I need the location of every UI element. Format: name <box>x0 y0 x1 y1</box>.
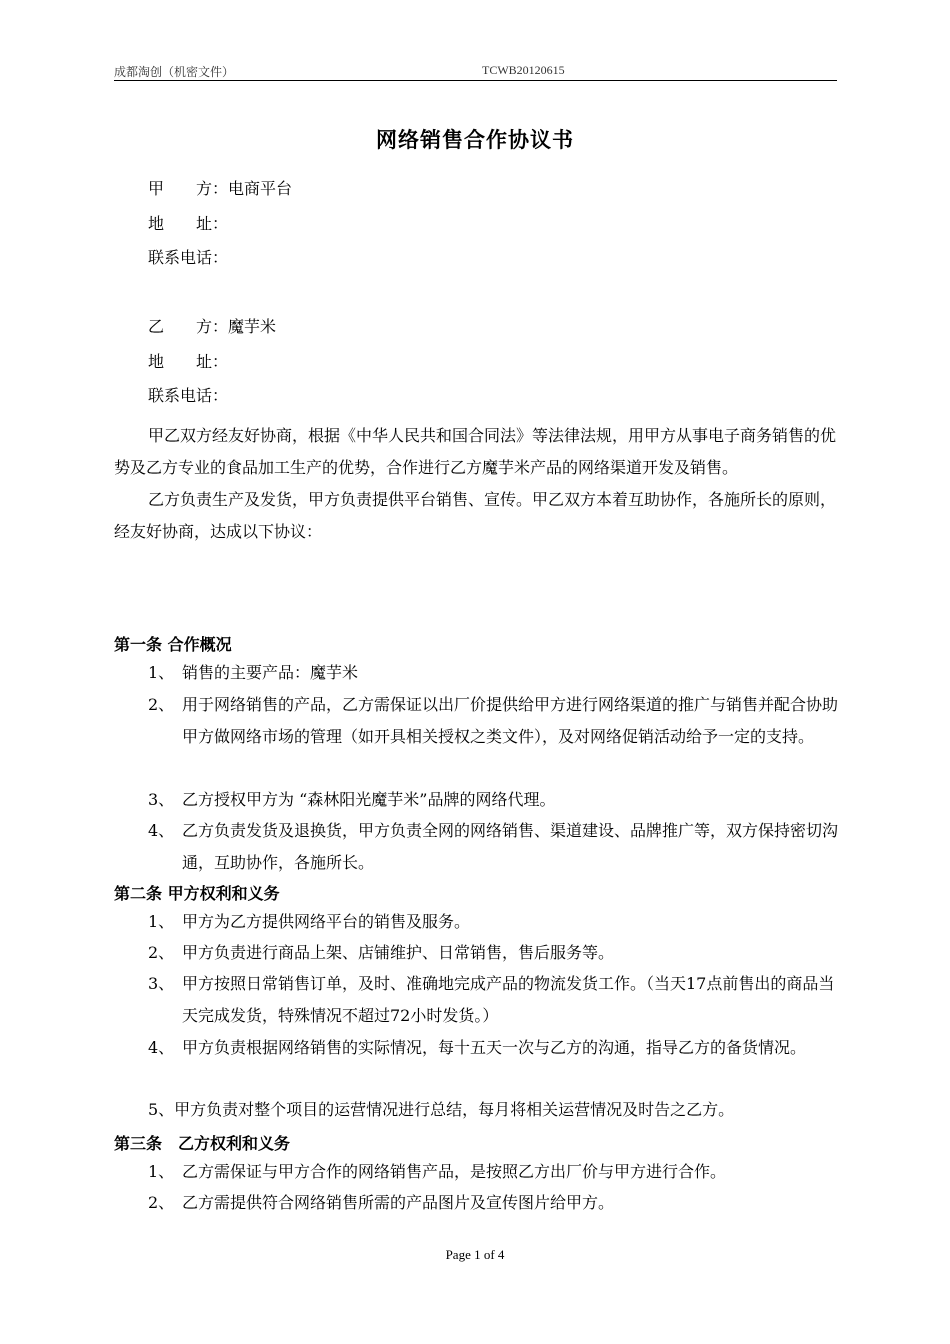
item-text: 甲方按照日常销售订单，及时、准确地完成产品的物流发货工作。（当天17点前售出的商品当天完成发货，特殊情况不超过72小时发货。） <box>182 974 835 1025</box>
item-text: 乙方负责发货及退换货，甲方负责全网的网络销售、渠道建设、品牌推广等，双方保持密切沟通，互助协作，各施所长。 <box>182 821 839 872</box>
party-a-phone-label: 联系电话： <box>148 248 229 267</box>
list-item <box>148 689 840 753</box>
section-heading: 第三条 乙方权利和义务 <box>114 1134 291 1153</box>
list-item <box>148 784 840 816</box>
item-text: 用于网络销售的产品，乙方需保证以出厂价提供给甲方进行网络渠道的推广与销售并配合协助甲方做网络市场的管理（如开具相关授权之类文件），及对网络促销活动给予一定的支持。 <box>182 695 839 746</box>
item-number: 2、 <box>148 943 175 962</box>
item-text: 乙方需保证与甲方合作的网络销售产品，是按照乙方出厂价与甲方进行合作。 <box>182 1162 727 1181</box>
item-text: 5、甲方负责对整个项目的运营情况进行总结，每月将相关运营情况及时告之乙方。 <box>148 1100 735 1119</box>
item-text: 乙方需提供符合网络销售所需的产品图片及宣传图片给甲方。 <box>182 1193 615 1212</box>
item-number: 2、 <box>148 1193 175 1212</box>
list-item <box>114 1094 854 1126</box>
list-item <box>148 1187 840 1219</box>
page-header <box>114 60 837 81</box>
list-item <box>148 1032 840 1064</box>
party-a-name-label: 甲 方： <box>148 179 229 198</box>
item-text: 甲方负责进行商品上架、店铺维护、日常销售，售后服务等。 <box>182 943 615 962</box>
list-item <box>148 937 840 969</box>
intro-paragraph: 甲乙双方经友好协商，根据《中华人民共和国合同法》等法律法规，用甲方从事电子商务销售的优势及乙方专业的食品加工生产的优势，合作进行乙方魔芋米产品的网络渠道开发及销售。 <box>114 426 837 477</box>
intro-paragraph: 乙方负责生产及发货，甲方负责提供平台销售、宣传。甲乙双方本着互助协作，各施所长的原则，经友好协商，达成以下协议： <box>114 490 837 541</box>
party-b-name-label: 乙 方： <box>148 317 229 336</box>
item-number: 1、 <box>148 912 175 931</box>
document-title: 网络销售合作协议书 <box>376 127 574 152</box>
item-number: 4、 <box>148 821 175 840</box>
item-text: 甲方为乙方提供网络平台的销售及服务。 <box>182 912 471 931</box>
item-text: 销售的主要产品：魔芋米 <box>182 663 359 682</box>
party-a-address-line <box>148 211 228 234</box>
item-number: 2、 <box>148 695 175 714</box>
party-b-name-line <box>148 314 276 337</box>
party-a-address-label: 地 址： <box>148 214 229 233</box>
party-b-name: 魔芋米 <box>228 317 277 336</box>
list-item <box>148 968 840 1032</box>
party-a-phone-line <box>148 245 228 268</box>
page-number: Page 1 of 4 <box>445 1247 505 1262</box>
list-item <box>148 906 840 938</box>
item-number: 1、 <box>148 663 175 682</box>
item-text: 甲方负责根据网络销售的实际情况，每十五天一次与乙方的沟通，指导乙方的备货情况。 <box>182 1038 807 1057</box>
list-item <box>148 815 840 879</box>
party-b-address-label: 地 址： <box>148 352 229 371</box>
list-item <box>148 1156 840 1188</box>
header-document-code: TCWB20120615 <box>482 63 565 77</box>
item-number: 1、 <box>148 1162 175 1181</box>
party-b-address-line <box>148 349 228 372</box>
header-company: 成都淘创（机密文件） <box>114 65 235 79</box>
section-heading: 第一条 合作概况 <box>114 635 232 654</box>
item-number: 4、 <box>148 1038 175 1057</box>
party-b-phone-label: 联系电话： <box>148 386 229 405</box>
party-a-name: 电商平台 <box>228 179 293 198</box>
list-item <box>148 657 840 689</box>
party-b-phone-line <box>148 383 228 406</box>
section-heading: 第二条 甲方权利和义务 <box>114 884 280 903</box>
item-text: 乙方授权甲方为 “森林阳光魔芋米”品牌的网络代理。 <box>182 790 556 809</box>
party-a-name-line <box>148 176 292 199</box>
item-number: 3、 <box>148 974 175 993</box>
item-number: 3、 <box>148 790 175 809</box>
intro-block <box>114 420 840 548</box>
